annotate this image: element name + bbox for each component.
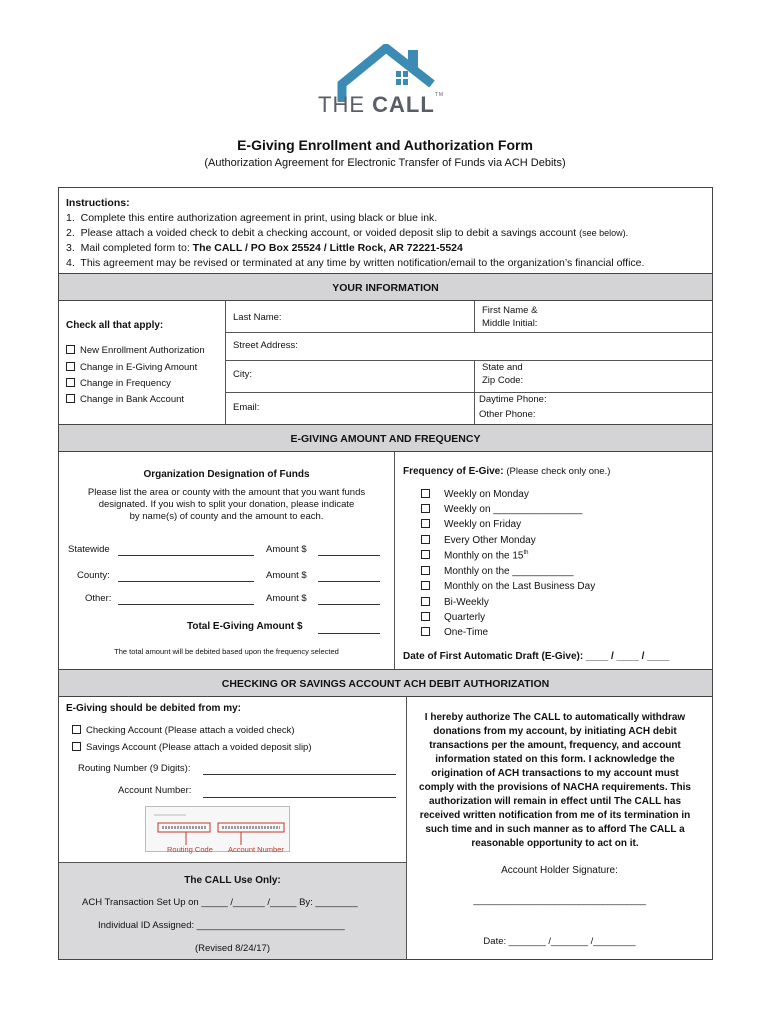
revised-date: (Revised 8/24/17) — [195, 943, 270, 954]
checkbox[interactable] — [72, 742, 81, 751]
email-field[interactable]: Email: — [233, 402, 260, 413]
city-field[interactable]: City: — [233, 369, 252, 380]
county-label: County: — [77, 570, 110, 581]
option-new-enrollment[interactable]: New Enrollment Authorization — [66, 345, 205, 356]
amount-label: Amount $ — [266, 570, 307, 581]
form-title: E-Giving Enrollment and Authorization Form — [237, 137, 533, 153]
checkbox[interactable] — [421, 597, 430, 606]
state-zip-field[interactable]: Zip Code: — [482, 375, 524, 386]
routing-code-caption: Routing Code — [167, 845, 213, 854]
amount-label: Amount $ — [266, 593, 307, 604]
individual-id-line: Individual ID Assigned: ____________________________ — [98, 920, 345, 931]
freq-monthly-last-business-day[interactable]: Monthly on the Last Business Day — [421, 581, 595, 592]
checkbox[interactable] — [421, 519, 430, 528]
routing-number-input[interactable] — [203, 774, 396, 775]
routing-number-label: Routing Number (9 Digits): — [78, 763, 191, 774]
org-designation-desc: Please list the area or county with the amount that you want funds designated. If you wish to split your donation, please indicate by name(s) of county and the amount to each. — [87, 487, 366, 522]
freq-bi-weekly[interactable]: Bi-Weekly — [421, 597, 489, 608]
other-label: Other: — [85, 593, 112, 604]
option-change-bank[interactable]: Change in Bank Account — [66, 394, 184, 405]
account-number-caption: Account Number — [228, 845, 284, 854]
freq-monthly-on[interactable]: Monthly on the ___________ — [421, 566, 574, 577]
checkbox[interactable] — [421, 627, 430, 636]
county-input[interactable] — [118, 581, 254, 582]
logo-wordmark: THE CALL™ — [318, 92, 445, 117]
egiving-amount-header: E-GIVING AMOUNT AND FREQUENCY — [59, 424, 712, 452]
debited-from-label: E-Giving should be debited from my: — [66, 703, 242, 714]
other-phone-field[interactable]: Other Phone: — [479, 409, 536, 420]
total-amount-input[interactable] — [318, 633, 380, 634]
other-input[interactable] — [118, 604, 254, 605]
checkbox[interactable] — [421, 535, 430, 544]
first-draft-date[interactable]: Date of First Automatic Draft (E-Give): ____ / ____ / ____ — [403, 651, 670, 662]
state-label-1: State and — [482, 362, 523, 373]
checkbox[interactable] — [66, 378, 75, 387]
other-amount-input[interactable] — [318, 604, 380, 605]
form-subtitle: (Authorization Agreement for Electronic Transfer of Funds via ACH Debits) — [204, 157, 566, 169]
freq-monthly-15th[interactable]: Monthly on the 15th — [421, 550, 529, 561]
checkbox[interactable] — [421, 581, 430, 590]
checkbox[interactable] — [66, 362, 75, 371]
last-name-field[interactable]: Last Name: — [233, 312, 282, 323]
signature-date[interactable]: Date: _______ /_______ /________ — [483, 936, 636, 947]
signature-line[interactable]: ____________________________________ — [473, 895, 646, 906]
freq-every-other-monday[interactable]: Every Other Monday — [421, 535, 536, 546]
freq-weekly-on[interactable]: Weekly on ________________ — [421, 504, 582, 515]
checkbox[interactable] — [421, 550, 430, 559]
checkbox[interactable] — [72, 725, 81, 734]
ach-header: CHECKING OR SAVINGS ACCOUNT ACH DEBIT AUTHORIZATION — [59, 669, 712, 697]
checking-account-option[interactable]: Checking Account (Please attach a voided check) — [72, 725, 295, 736]
option-change-frequency[interactable]: Change in Frequency — [66, 378, 171, 389]
your-information-header: YOUR INFORMATION — [59, 273, 712, 301]
daytime-phone-field[interactable]: Daytime Phone: — [479, 394, 547, 405]
check-all-label: Check all that apply: — [66, 320, 164, 331]
total-note: The total amount will be debited based upon the frequency selected — [114, 647, 339, 656]
amount-label: Amount $ — [266, 544, 307, 555]
instructions: Instructions: 1. Complete this entire authorization agreement in print, using black or blue ink. 2. Please attach a voided check to debit a checking account, or voided deposit slip to debit a savings account (see below). 3. Mail completed form to: The CALL / PO Box 25524 / Little Rock, AR 72221-5524 4. This agreement may be revised or terminated at any time by written notification/email to the organization’s financial office. — [66, 197, 645, 269]
account-number-input[interactable] — [203, 797, 396, 798]
statewide-amount-input[interactable] — [318, 555, 380, 556]
org-designation-heading: Organization Designation of Funds — [143, 469, 310, 480]
option-change-amount[interactable]: Change in E-Giving Amount — [66, 362, 197, 373]
total-amount-label: Total E-Giving Amount $ — [187, 621, 303, 632]
checkbox[interactable] — [66, 394, 75, 403]
freq-quarterly[interactable]: Quarterly — [421, 612, 485, 623]
signature-label: Account Holder Signature: — [501, 865, 618, 876]
checkbox[interactable] — [421, 612, 430, 621]
checkbox[interactable] — [66, 345, 75, 354]
checkbox[interactable] — [421, 504, 430, 513]
statewide-input[interactable] — [118, 555, 254, 556]
freq-weekly-friday[interactable]: Weekly on Friday — [421, 519, 521, 530]
freq-weekly-monday[interactable]: Weekly on Monday — [421, 489, 529, 500]
county-amount-input[interactable] — [318, 581, 380, 582]
ach-setup-line: ACH Transaction Set Up on _____ /______ /_____ By: ________ — [82, 897, 358, 908]
account-number-label: Account Number: — [118, 785, 192, 796]
checkbox[interactable] — [421, 489, 430, 498]
statewide-label: Statewide — [68, 544, 110, 555]
frequency-heading: Frequency of E-Give: (Please check only one.) — [403, 466, 611, 477]
office-use-heading: The CALL Use Only: — [184, 875, 281, 886]
first-name-field[interactable]: Middle Initial: — [482, 318, 538, 329]
street-address-field[interactable]: Street Address: — [233, 340, 298, 351]
freq-one-time[interactable]: One-Time — [421, 627, 488, 638]
savings-account-option[interactable]: Savings Account (Please attach a voided deposit slip) — [72, 742, 312, 753]
checkbox[interactable] — [421, 566, 430, 575]
authorization-text: I hereby authorize The CALL to automatically withdraw donations from my account, by initiating ACH debit transactions per the amount, frequency, and account information stated on this form. I acknowledge the origination of ACH transactions to my account must comply with the provisions of NACHA requirements. This authorization will remain in effect until The CALL has received written notification from me of its termination in such time and in such manner as to afford The CALL a reasonable opportunity to act on it. — [419, 712, 691, 849]
first-name-label-1: First Name & — [482, 305, 538, 316]
